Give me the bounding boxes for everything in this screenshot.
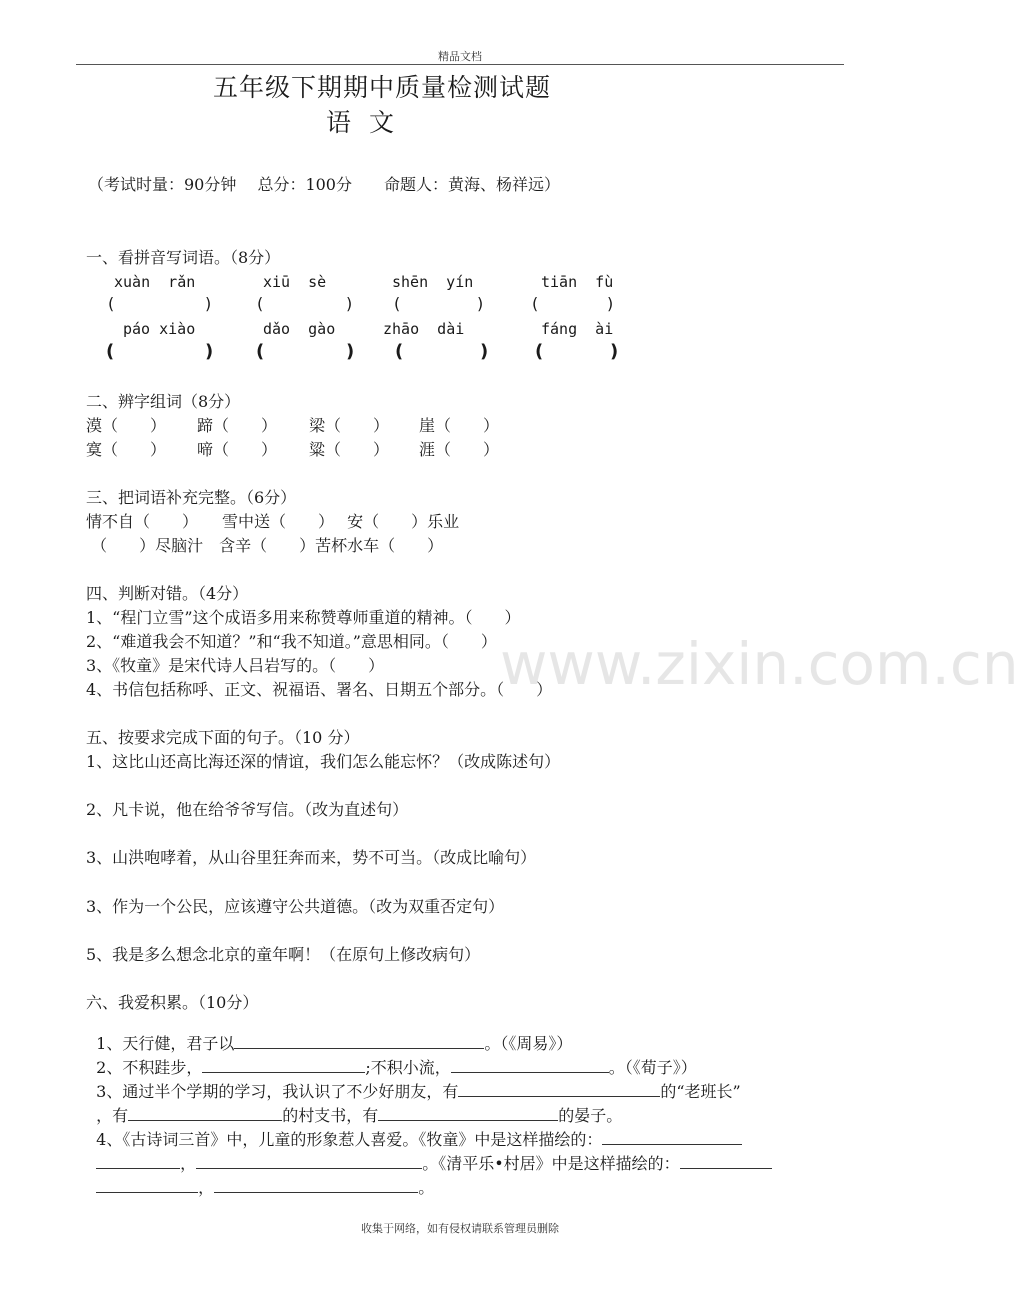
fill-blank-text: ， — [198, 1178, 215, 1197]
fill-blank-line — [86, 1163, 434, 1196]
fill-blank-text: 。《清平乐•村居》中是这样描绘的： — [422, 1154, 680, 1173]
word-group-item: 涯（ ） — [419, 440, 500, 459]
answer-paren-open: ( — [257, 294, 264, 313]
answer-paren-open: ( — [535, 341, 544, 362]
true-false-item: 4、书信包括称呼、正文、祝福语、署名、日期五个部分。（ ） — [86, 680, 553, 699]
sentence-task: 5、我是多么想念北京的童年啊！（在原句上修改病句） — [86, 945, 481, 964]
fill-blank-text: 。 — [418, 1178, 435, 1197]
pinyin: tiān fù — [541, 273, 614, 291]
true-false-item: 3、《牧童》是宋代诗人吕岩写的。（ ） — [86, 656, 385, 675]
fill-blank-text: ，有 — [96, 1106, 129, 1125]
answer-paren-close: ) — [607, 294, 614, 313]
fill-blank-text: 的晏子。 — [558, 1106, 623, 1125]
sentence-task: 3、作为一个公民，应该遵守公共道德。（改为双重否定句） — [86, 897, 505, 916]
answer-paren-open: ( — [395, 341, 404, 362]
pinyin: fáng ài — [541, 320, 614, 338]
page-header-label: 精品文档 — [438, 50, 482, 63]
word-group-item: 蹄（ ） — [197, 416, 278, 435]
section-4-heading: 四、判断对错。（4分） — [86, 584, 249, 603]
exam-subject: 语 文 — [326, 108, 394, 137]
fill-blank-text: 的村支书，有 — [282, 1106, 379, 1125]
answer-paren-close: ) — [346, 294, 353, 313]
fill-blank-text: 。（《周易》） — [484, 1034, 573, 1053]
word-group-item: 梁（ ） — [309, 416, 390, 435]
answer-blank[interactable] — [680, 1155, 772, 1169]
answer-paren-close: ) — [610, 341, 619, 362]
exam-title: 五年级下期期中质量检测试题 — [213, 73, 552, 102]
fill-blank-text: 。（《荀子》） — [608, 1058, 697, 1077]
word-group-item: 寞（ ） — [86, 440, 167, 459]
word-group-item: 崖（ ） — [419, 416, 500, 435]
fill-blank-text: 1、天行健，君子以 — [96, 1034, 235, 1053]
word-group-item: 漠（ ） — [86, 416, 167, 435]
answer-paren-close: ) — [477, 294, 484, 313]
section-1-heading: 一、看拼音写词语。（8分） — [86, 248, 281, 267]
sentence-task: 3、山洪咆哮着，从山谷里狂奔而来，势不可当。（改成比喻句） — [86, 848, 537, 867]
section-5-heading: 五、按要求完成下面的句子。（10 分） — [86, 728, 360, 747]
answer-paren-close: ) — [205, 341, 214, 362]
pinyin: xuàn rǎn — [114, 273, 196, 291]
fill-blank-text: 3、通过半个学期的学习，我认识了不少好朋友，有 — [96, 1082, 459, 1101]
fill-blank-text: ;不积小流， — [365, 1058, 451, 1077]
pinyin: dǎo gào — [263, 320, 336, 338]
section-2-heading: 二、辨字组词（8分） — [86, 392, 241, 411]
answer-paren-open: ( — [106, 341, 115, 362]
watermark: www.zixin.com.cn — [500, 630, 1019, 698]
word-group-item: 啼（ ） — [197, 440, 278, 459]
exam-info: （考试时量：90分钟 总分：100分 命题人：黄海、杨祥远） — [88, 175, 560, 194]
answer-paren-close: ) — [205, 294, 212, 313]
pinyin: páo xiào — [123, 320, 196, 338]
fill-blank-text: 2、不积跬步， — [96, 1058, 203, 1077]
section-3-heading: 三、把词语补充完整。（6分） — [86, 488, 297, 507]
pinyin: zhāo dài — [383, 320, 465, 338]
fill-blank-text: 4、《古诗词三首》中，儿童的形象惹人喜爱。《牧童》中是这样描绘的： — [96, 1130, 603, 1149]
answer-blank[interactable] — [214, 1179, 418, 1193]
page-footer: 收集于网络，如有侵权请联系管理员删除 — [361, 1222, 559, 1235]
fill-blank-text: ， — [180, 1154, 197, 1173]
fill-blank-text: 的“老班长” — [660, 1082, 741, 1101]
idiom-line: 情不自（ ） 雪中送（ ） 安（ ）乐业 — [86, 512, 460, 531]
answer-blank[interactable] — [96, 1179, 198, 1193]
word-group-item: 粱（ ） — [309, 440, 390, 459]
true-false-item: 2、“难道我会不知道？”和“我不知道。”意思相同。（ ） — [86, 632, 497, 651]
answer-paren-open: ( — [108, 294, 115, 313]
header-rule — [76, 64, 844, 65]
answer-paren-open: ( — [394, 294, 401, 313]
idiom-line: （ ）尽脑汁 含辛（ ）苦杯水车（ ） — [86, 536, 444, 555]
sentence-task: 2、凡卡说，他在给爷爷写信。（改为直述句） — [86, 800, 409, 819]
true-false-item: 1、“程门立雪”这个成语多用来称赞尊师重道的精神。（ ） — [86, 608, 521, 627]
answer-paren-open: ( — [256, 341, 265, 362]
pinyin: shēn yín — [392, 273, 474, 291]
answer-paren-close: ) — [346, 341, 355, 362]
pinyin: xiū sè — [263, 273, 327, 291]
section-6-heading: 六、我爱积累。（10分） — [86, 993, 259, 1012]
answer-paren-close: ) — [480, 341, 489, 362]
answer-paren-open: ( — [532, 294, 539, 313]
sentence-task: 1、这比山还高比海还深的情谊，我们怎么能忘怀？（改成陈述句） — [86, 752, 561, 771]
